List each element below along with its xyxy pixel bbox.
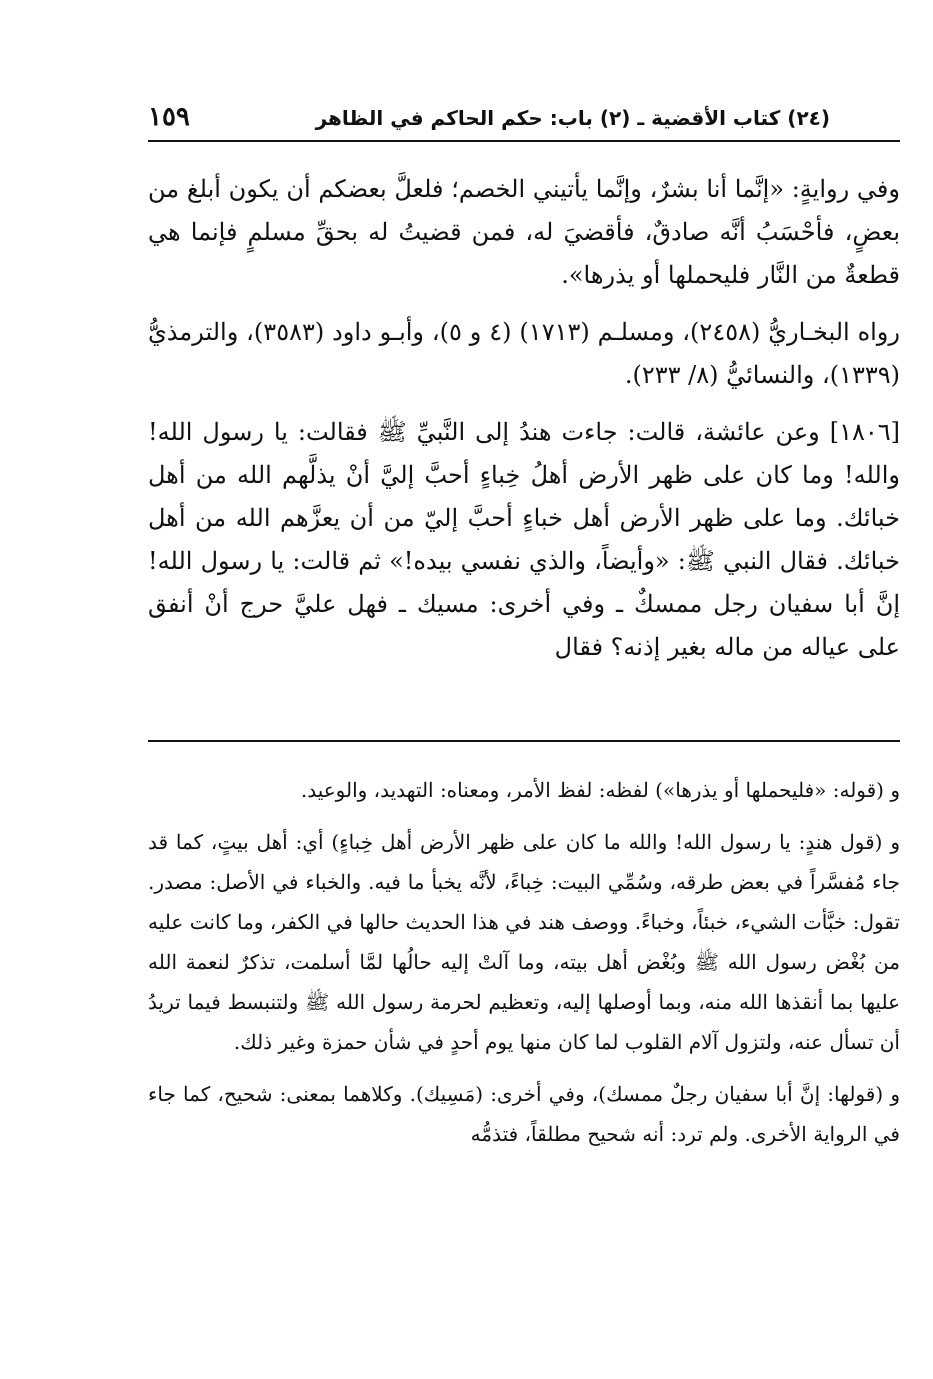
main-text [148, 168, 900, 683]
commentary-section [148, 770, 900, 1166]
commentary-paragraph: و (قول هندٍ: يا رسول الله! والله ما كان على ظهر الأرض أهل خِباءٍ) أي: أهل بيتٍ، كما قد جاء مُفسَّراً في بعض طرقه، وسُمِّي البيت: خِباءً، لأنَّه يخبأ ما فيه. والخباء في الأصل: مصدر. تقول: خبَّأت الشيء، خبئاً، وخباءً. ووصف هند في هذا الحديث حالها في الكفر، وما كانت عليه من بُغْض رسول الله ﷺ وبُغْض أهل بيته، وما آلتْ إليه حالُها لمَّا أسلمت، تذكرٌ لنعمة الله عليها بما أنقذها الله منه، وبما أوصلها إليه، وتعظيم لحرمة رسول الله ﷺ ولتنبسط فيما تريدُ أن تسأل عنه، ولتزول آلام القلوب لما كان منها يوم أحدٍ في شأن حمزة وغير ذلك. [148, 830, 900, 1054]
page-number: ١٥٩ [148, 102, 190, 132]
hadith-variant-paragraph: وفي روايةٍ: «إنَّما أنا بشرٌ، وإنَّما يأتيني الخصم؛ فلعلَّ بعضكم أن يكون أبلغ من بعضٍ، فأحْسَبُ أنَّه صادقٌ، فأقضيَ له، فمن قضيتُ له بحقِّ مسلمٍ فإنما هي قطعةٌ من النَّار فليحملها أو يذرها». [148, 175, 900, 289]
chapter-title: (٢٤) كتاب الأقضية ـ (٢) باب: حكم الحاكم في الظاهر [315, 106, 830, 130]
footnote-divider [148, 740, 900, 742]
running-header [148, 100, 900, 142]
hadith-1806-paragraph: [١٨٠٦] وعن عائشة، قالت: جاءت هندُ إلى النَّبيِّ ﷺ فقالت: يا رسول الله! والله! وما كان على ظهر الأرض أهلُ خِباءٍ أحبَّ إليَّ أنْ يذلَّهم الله من أهل خبائك. وما على ظهر الأرض أهل خباءٍ أحبَّ إليّ من أن يعزَّهم الله من أهل خبائك. فقال النبي ﷺ: «وأيضاً، والذي نفسي بيده!» ثم قالت: يا رسول الله! إنَّ أبا سفيان رجل ممسكٌ ـ وفي أخرى: مسيك ـ فهل عليَّ حرج أنْ أنفق على عياله من ماله بغير إذنه؟ فقال [148, 418, 900, 661]
citation-paragraph: رواه البخـاريُّ (٢٤٥٨)، ومسلـم (١٧١٣) (٤ و ٥)، وأبـو داود (٣٥٨٣)، والترمذيُّ (١٣٣٩)، والنسائيُّ (٨/ ٢٣٣). [148, 318, 900, 389]
commentary-paragraph: و (قوله: «فليحملها أو يذرها») لفظه: لفظ الأمر، ومعناه: التهديد، والوعيد. [300, 778, 900, 802]
commentary-paragraph: و (قولها: إنَّ أبا سفيان رجلٌ ممسك)، وفي أخرى: (مَسِيك). وكلاهما بمعنى: شحيح، كما جاء في الرواية الأخرى. ولم ترد: أنه شحيح مطلقاً، فتذمُّه [148, 1082, 900, 1146]
